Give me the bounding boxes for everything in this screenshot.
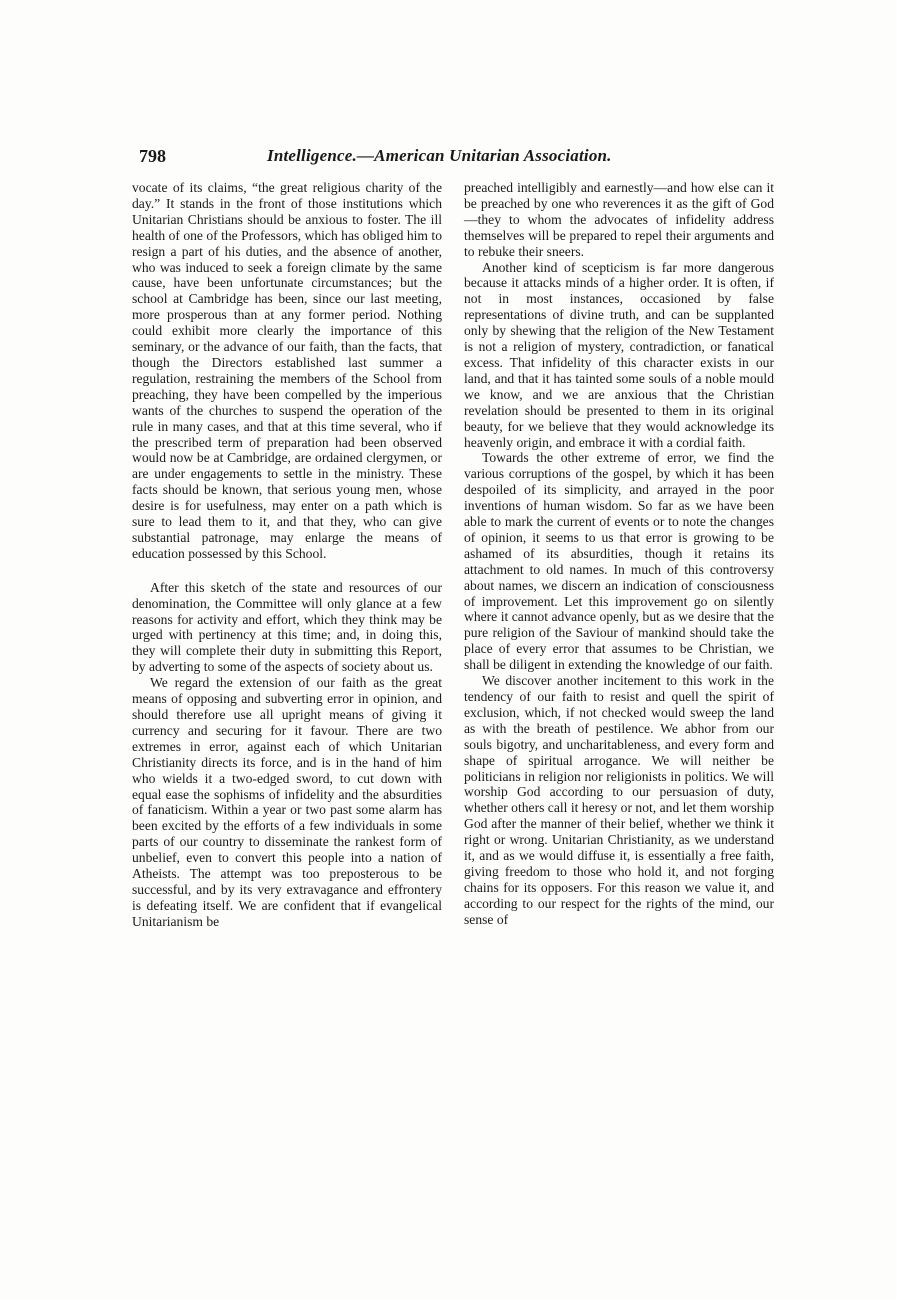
paragraph-spirit-of-exclusion: We discover another incitement to this work in the tendency of our faith to resist and quell the spirit of exclusion, which, if not checked would sweep the land as with the breath of pestilence. We abhor from our souls bigotry, and uncharitableness, and every form and shape of spiritual arrogance. We will neither be politicians in religion nor religionists in politics. We will worship God according to our persuasion of duty, whether others call it heresy or not, and let them worship God after the manner of their belief, whether we think it right or wrong. Unitarian Christianity, as we understand it, and as we would diffuse it, is essentially a free faith, giving freedom to those who hold it, and not forging chains for its opposers. For this reason we value it, and according to our respect for the rights of the mind, our sense of xyxy=(464,673,774,927)
paragraph-reasons-for-activity: After this sketch of the state and resources of our denomination, the Committee will only glance at a few reasons for activity and effort, which they think may be urged with pertinency at this time; and, in doing this, they will complete their duty in submitting this Report, by adverting to some of the aspects of society about us. xyxy=(132,579,442,675)
paragraph-other-extreme: Towards the other extreme of error, we find the various corruptions of the gospel, by which it has been despoiled of its simplicity, and arrayed in the poor inventions of human wisdom. So far as we have been able to mark the current of events or to note the changes of opinion, it seems to us that error is growing to be ashamed of its absurdities, though it retains its attachment to old names. In much of this controversy about names, we discern an indication of consciousness of improvement. Let this improvement go on silently where it cannot advance openly, but as we desire that the pure religion of the Saviour of mankind should take the place of every error that assumes to be Christian, we shall be diligent in extending the knowledge of our faith. xyxy=(464,450,774,673)
left-column xyxy=(132,180,442,930)
paragraph-preached-intelligibly: preached intelligibly and earnestly—and how else can it be preached by one who reverences it as the gift of God—they to whom the advocates of infidelity address themselves will be prepared to repel their arguments and to rebuke their sneers. xyxy=(464,180,774,259)
paragraph-scepticism: Another kind of scepticism is far more dangerous because it attacks minds of a higher order. It is often, if not in most instances, occasioned by false representations of divine truth, and can be supplanted only by shewing that the religion of the New Testament is not a religion of mystery, contradiction, or fanatical excess. That infidelity of this character exists in our land, and that it has tainted some souls of a noble mould we know, and we are anxious that the Christian revelation should be presented to them in its original beauty, for we believe that they would acknowledge its heavenly origin, and embrace it with a cordial faith. xyxy=(464,259,774,450)
right-column xyxy=(464,180,774,928)
page-number: 798 xyxy=(139,146,166,166)
paragraph-theological-school: vocate of its claims, “the great religious charity of the day.” It stands in the front of those institutions which Unitarian Christians should be anxious to foster. The ill health of one of the Professors, which has obliged him to resign a part of his duties, and the absence of another, who was induced to seek a foreign climate by the same cause, have been unfortunate circumstances; but the school at Cambridge has been, since our last meeting, more prosperous than at any former period. Nothing could exhibit more clearly the importance of this seminary, or the advance of our faith, than the facts, that though the Directors established last summer a regulation, restraining the members of the School from preaching, they have been compelled by the imperious wants of the churches to suspend the operation of the rule in many cases, and that at this time several, who if the prescribed term of preparation had been observed would now be at Cambridge, are ordained clergymen, or are under engagements to settle in the ministry. These facts should be known, that serious young men, whose desire is for usefulness, may enter on a path which is sure to lead them to it, and that they, who can give substantial patronage, may enlarge the means of education possessed by this School. xyxy=(132,180,442,561)
running-head: Intelligence.—American Unitarian Association. xyxy=(267,146,612,165)
paragraph-extension-of-faith: We regard the extension of our faith as the great means of opposing and subverting error in opinion, and should therefore use all upright means of giving it currency and securing for it favour. There are two extremes in error, against each of which Unitarian Christianity directs its force, and is in the hand of him who wields it a two-edged sword, to cut down with equal ease the sophisms of infidelity and the absurdities of fanaticism. Within a year or two past some alarm has been excited by the efforts of a few individuals in some parts of our country to disseminate the rankest form of unbelief, even to convert this people into a nation of Atheists. The attempt was too preposterous to be successful, and by its very extravagance and effrontery is defeating itself. We are confident that if evangelical Unitarianism be xyxy=(132,675,442,929)
page-header xyxy=(139,146,779,174)
